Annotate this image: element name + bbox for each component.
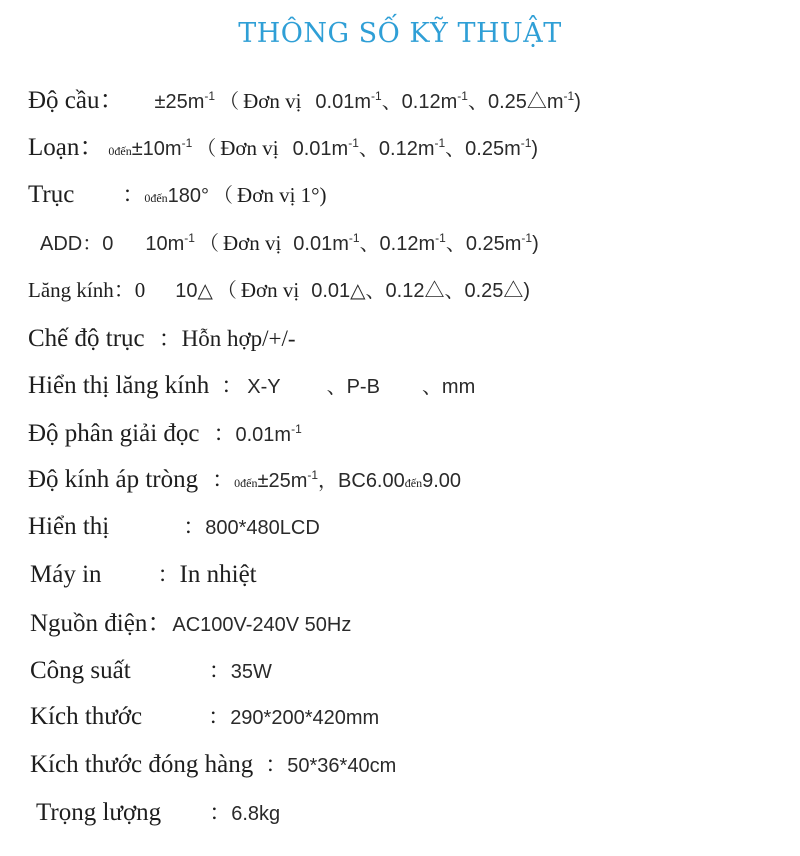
superscript: -1 [435, 231, 446, 245]
superscript: -1 [291, 422, 302, 436]
unit-values: 0.01△、0.12△、0.25△) [311, 280, 531, 302]
spec-row-add [40, 232, 539, 254]
colon: ： [122, 182, 145, 207]
unit-value: 0.01m [292, 138, 349, 160]
spec-row-trong-luong [36, 800, 280, 825]
spec-range: ±10m [131, 138, 182, 160]
spec-value: AC100V-240V 50Hz [172, 614, 352, 636]
unit-word: Đơn vị [220, 136, 279, 160]
colon: ： [157, 562, 180, 587]
superscript: -1 [371, 89, 382, 103]
spec-range: ±25m [154, 91, 205, 113]
spec-row-lang-kinh [28, 280, 530, 301]
spec-value: 6.8kg [231, 803, 281, 825]
spec-value: 0.01m [235, 424, 292, 446]
small-text: 0đến [234, 476, 258, 490]
colon: ： [209, 800, 232, 825]
unit-value: 、0.25m [445, 233, 522, 255]
spec-label: Trọng lượng [36, 799, 162, 826]
spec-row-nguon-dien [30, 611, 351, 636]
paren-open: （ [198, 233, 219, 255]
superscript: -1 [457, 89, 468, 103]
superscript: -1 [434, 136, 446, 150]
small-text: đến [404, 476, 423, 490]
superscript: -1 [520, 136, 532, 150]
small-text: 0đến [108, 144, 132, 158]
unit-value: 、0.12m [359, 233, 436, 255]
page-title: THÔNG SỐ KỸ THUẬT [238, 18, 562, 49]
spec-value: In nhiệt [179, 561, 257, 588]
spec-range: 10m [145, 233, 185, 255]
colon: ： [221, 373, 244, 398]
spec-label: Máy in [30, 561, 102, 588]
spec-value: 800*480LCD [205, 517, 320, 539]
spec-row-may-in [30, 562, 257, 587]
spec-row-do-phan-giai [28, 421, 302, 446]
colon: ： [208, 658, 231, 683]
spec-value: 35W [230, 661, 272, 683]
unit-word: Đơn vị [243, 89, 302, 113]
spec-label: Công suất [30, 657, 131, 684]
spec-value: 290*200*420mm [230, 707, 380, 729]
unit-value: 、0.25m [445, 138, 521, 160]
colon: ： [183, 514, 206, 539]
spec-label: Lăng kính：0 [28, 278, 146, 302]
spec-value: 50*36*40cm [287, 755, 397, 777]
spec-value: 9.00 [422, 470, 462, 492]
spec-row-do-kinh-ap-trong [28, 467, 461, 492]
spec-label: Độ cầu： [28, 87, 125, 114]
unit-word: Đơn vị 1°) [237, 183, 327, 207]
paren-close: ) [531, 138, 539, 160]
colon: ： [265, 752, 288, 777]
paren-close: ) [574, 91, 581, 113]
unit-word: Đơn vị [240, 278, 300, 302]
spec-range: 180° [167, 185, 210, 207]
spec-label: Hiển thị lăng kính [28, 372, 210, 399]
spec-row-truc [28, 182, 327, 207]
unit-value: 0.01m [293, 233, 349, 255]
spec-label: Hiển thị [28, 513, 110, 540]
spec-label: Loạn： [28, 134, 105, 161]
spec-value: ±25m [257, 470, 308, 492]
spec-label: ADD：0 [40, 233, 114, 255]
paren-open: （ [213, 185, 234, 207]
spec-value: 、mm [421, 376, 476, 398]
superscript: -1 [307, 468, 319, 482]
paren-open: （ [216, 280, 237, 302]
spec-row-cong-suat [30, 658, 272, 683]
spec-label: Chế độ trục [28, 325, 145, 352]
paren-open: （ [196, 138, 217, 160]
spec-row-kich-thuoc-dong-hang [30, 752, 396, 777]
colon: ： [213, 421, 236, 446]
superscript: -1 [348, 231, 360, 245]
superscript: -1 [184, 231, 195, 245]
spec-label: Trục [28, 181, 75, 208]
spec-label: Nguồn điện： [30, 610, 173, 637]
unit-value: 0.01m [315, 91, 372, 113]
spec-row-kich-thuoc [30, 704, 379, 729]
small-text: 0đến [144, 191, 168, 205]
spec-value: X-Y [247, 376, 281, 398]
colon: ： [208, 704, 231, 729]
colon: ： [212, 467, 235, 492]
spec-label: Kích thước đóng hàng [30, 751, 254, 778]
spec-label: Độ kính áp tròng [28, 466, 199, 493]
paren-close: ) [532, 233, 539, 255]
unit-value: 、0.25△m [467, 91, 564, 113]
superscript: -1 [204, 89, 216, 103]
paren-open: （ [219, 91, 240, 113]
superscript: -1 [181, 136, 193, 150]
spec-row-loan [28, 135, 538, 160]
spec-value: 、P-B [326, 376, 380, 398]
spec-label: Kích thước [30, 703, 143, 730]
spec-value: ：Hỗn hợp/+/- [158, 326, 296, 351]
spec-row-che-do-truc [28, 326, 296, 351]
spec-range: 10△ [175, 280, 213, 302]
superscript: -1 [563, 89, 575, 103]
unit-value: 、0.12m [358, 138, 435, 160]
spec-label: Độ phân giải đọc [28, 420, 200, 447]
unit-value: 、0.12m [381, 91, 458, 113]
spec-row-hien-thi-lang-kinh [28, 373, 475, 398]
superscript: -1 [348, 136, 359, 150]
spec-row-do-cau [28, 88, 581, 113]
unit-word: Đơn vị [222, 231, 282, 255]
superscript: -1 [521, 231, 533, 245]
spec-row-hien-thi [28, 514, 320, 539]
spec-value: ，BC6.00 [318, 470, 405, 492]
